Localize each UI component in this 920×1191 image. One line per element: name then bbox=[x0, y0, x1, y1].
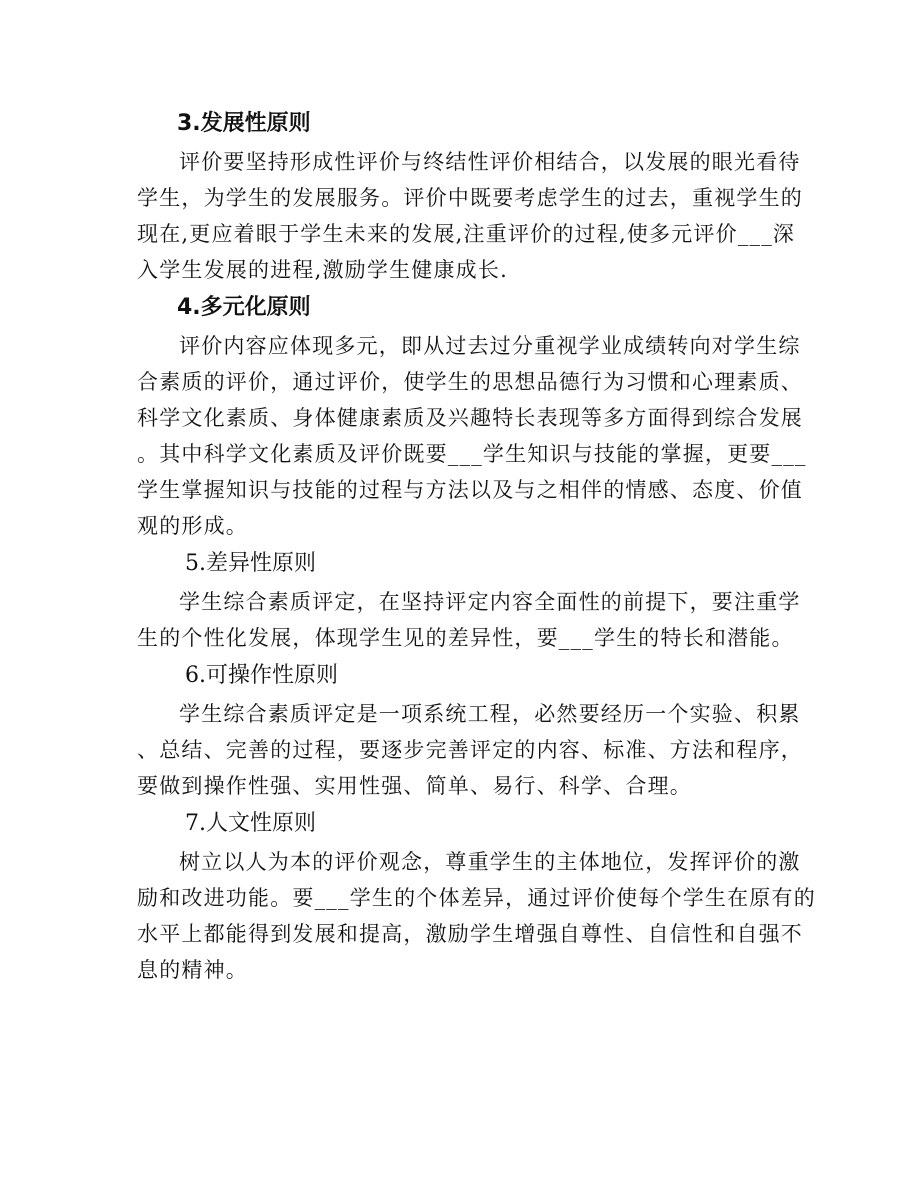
paragraph-line: 树立以人为本的评价观念，尊重学生的主体地位，发挥评价的激 bbox=[179, 850, 801, 874]
paragraph-line: 学生综合素质评定，在坚持评定内容全面性的前提下，要注重学 bbox=[179, 590, 801, 614]
document-body bbox=[137, 104, 816, 988]
paragraph-line: 评价内容应体现多元，即从过去过分重视学业成绩转向对学生综 bbox=[179, 334, 801, 358]
section-difference-principle bbox=[137, 544, 801, 656]
section-paragraph bbox=[137, 144, 803, 288]
paragraph-line: 学生综合素质评定是一项系统工程，必然要经历一个实验、积累 bbox=[179, 702, 801, 726]
paragraph-line: 水平上都能得到发展和提高，激励学生增强自尊性、自信性和自强不 bbox=[137, 922, 803, 946]
paragraph-line: 。其中科学文化素质及评价既要___学生知识与技能的掌握，更要___ bbox=[137, 442, 807, 466]
section-paragraph bbox=[137, 696, 803, 804]
paragraph-line: 生的个性化发展，体现学生见的差异性，要___学生的特长和潜能。 bbox=[137, 626, 794, 650]
section-paragraph bbox=[137, 844, 816, 988]
paragraph-line: 评价要坚持形成性评价与终结性评价相结合，以发展的眼光看待 bbox=[179, 150, 801, 174]
paragraph-line: 观的形成。 bbox=[137, 514, 248, 538]
section-heading: 7.人文性原则 bbox=[185, 811, 316, 836]
section-development-principle bbox=[137, 104, 803, 288]
section-humanistic-principle bbox=[137, 804, 816, 988]
section-heading: 4.多元化原则 bbox=[177, 295, 311, 320]
paragraph-line: 要做到操作性强、实用性强、简单、易行、科学、合理。 bbox=[137, 774, 692, 798]
paragraph-line: 科学文化素质、身体健康素质及兴趣特长表现等多方面得到综合发展 bbox=[137, 406, 803, 430]
section-operability-principle bbox=[137, 656, 803, 804]
paragraph-line: 现在,更应着眼于学生未来的发展,注重评价的过程,使多元评价___深 bbox=[137, 222, 796, 246]
paragraph-line: 学生，为学生的发展服务。评价中既要考虑学生的过去，重视学生的 bbox=[137, 186, 803, 210]
paragraph-line: 合素质的评价，通过评价，使学生的思想品德行为习惯和心理素质、 bbox=[137, 370, 803, 394]
paragraph-line: 入学生发展的进程,激励学生健康成长. bbox=[137, 258, 508, 282]
paragraph-line: 、总结、完善的过程，要逐步完善评定的内容、标准、方法和程序， bbox=[137, 738, 803, 762]
paragraph-line: 学生掌握知识与技能的过程与方法以及与之相伴的情感、态度、价值 bbox=[137, 478, 803, 502]
section-paragraph bbox=[137, 584, 801, 656]
section-diversity-principle bbox=[137, 288, 807, 544]
section-heading: 6.可操作性原则 bbox=[185, 663, 338, 688]
section-paragraph bbox=[137, 328, 807, 544]
paragraph-line: 息的精神。 bbox=[137, 958, 248, 982]
section-heading: 3.发展性原则 bbox=[177, 111, 311, 136]
section-heading: 5.差异性原则 bbox=[185, 551, 316, 576]
paragraph-line: 励和改进功能。要___学生的个体差异，通过评价使每个学生在原有的 bbox=[137, 886, 816, 910]
